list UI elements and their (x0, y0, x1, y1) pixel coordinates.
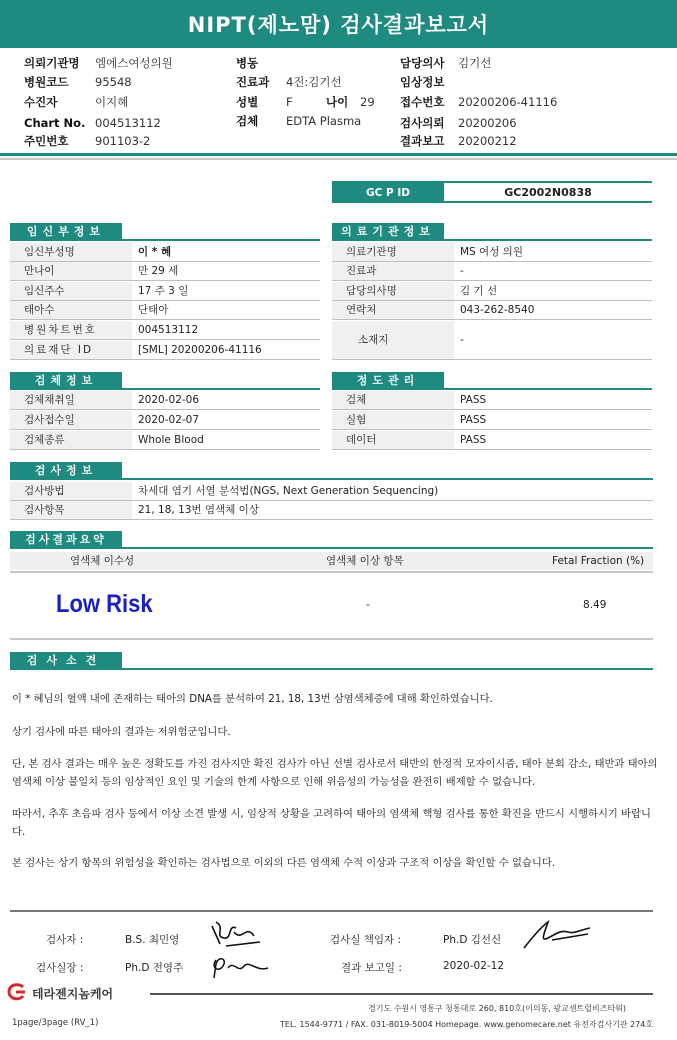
company-contact: TEL. 1544-9771 / FAX. 031-8019-5004 Homepage. www.genomecare.net 유전자검사기관 274호 (280, 1020, 654, 1029)
hospital-code-label: 병원코드 (24, 75, 69, 89)
aneuploidy-column-header: 염색체 이수성 (70, 555, 135, 567)
request-date-value: 20200206 (458, 116, 517, 130)
test-section-tag: 검사정보 (10, 462, 122, 480)
institution-row (332, 243, 652, 262)
opinion-paragraph: 상기 검사에 따른 태아의 결과는 저위험군입니다. (12, 726, 231, 738)
clinical-info-label: 임상정보 (400, 75, 445, 89)
opinion-section-line (10, 668, 653, 670)
lab-chief-name: Ph.D 전영주 (125, 962, 184, 974)
institution-row-label: 연락처 (332, 301, 454, 319)
institution-row (332, 262, 652, 281)
pregnant-row-label: 태아수 (10, 301, 132, 319)
tester-label: 검사자 : (46, 934, 84, 946)
result-risk-value: Low Risk (56, 590, 153, 618)
company-name: 테라젠지놈케어 (32, 987, 114, 1001)
pregnant-row (10, 321, 320, 340)
specimen-label: 검체 (236, 114, 259, 128)
institution-row (332, 321, 652, 360)
pregnant-row-label: 만나이 (10, 262, 132, 280)
hospital-code-value: 95548 (95, 75, 132, 89)
pregnant-row-label: 의료재단 ID (10, 341, 132, 359)
institution-row-label: 진료과 (332, 262, 454, 280)
test-row (10, 501, 653, 520)
institution-row-value: 043-262-8540 (460, 304, 535, 316)
pregnant-row (10, 243, 320, 262)
patient-value: 이지혜 (95, 95, 129, 109)
lab-lead-name: Ph.D 김선신 (443, 934, 502, 946)
fetal-fraction-column-header: Fetal Fraction (%) (552, 555, 645, 567)
gcpid-top-line (332, 181, 652, 183)
report-header (0, 54, 677, 150)
specimen-row-value: 2020-02-07 (138, 414, 200, 426)
lab-lead-label: 검사실 책임자 : (330, 934, 402, 946)
summary-section-line (10, 547, 653, 549)
summary-header-divider (10, 571, 653, 573)
chart-no-label: Chart No. (24, 116, 86, 130)
pregnant-row (10, 341, 320, 360)
specimen-row (10, 411, 320, 430)
qc-row-label: 실험 (332, 411, 454, 429)
specimen-row-label: 검사접수일 (10, 411, 132, 429)
reception-no-value: 20200206-41116 (458, 95, 558, 109)
institution-row-label: 의료기관명 (332, 243, 454, 261)
report-date-label: 결과 보고일 : (341, 962, 402, 974)
lab-lead-signature (518, 918, 594, 954)
tester-name: B.S. 최민영 (125, 934, 180, 946)
page-indicator: 1page/3page (RV_1) (12, 1018, 99, 1028)
gcpid-label: GC P ID (332, 183, 444, 203)
specimen-row-value: Whole Blood (138, 434, 204, 446)
resident-no-label: 주민번호 (24, 134, 69, 148)
opinion-section-tag: 검사소견 (10, 652, 122, 670)
header-divider-gray (0, 158, 677, 160)
institution-section-line (332, 239, 652, 241)
institution-row-value: MS 여성 의원 (460, 246, 523, 258)
lab-chief-signature (206, 950, 272, 980)
institution-row-value: - (460, 265, 464, 277)
specimen-section-line (10, 388, 320, 390)
resident-no-value: 901103-2 (95, 134, 151, 148)
abnormal-item-value: - (366, 599, 370, 611)
gcpid-value: GC2002N0838 (444, 183, 652, 203)
company-logo-icon (6, 983, 28, 1001)
pregnant-row-label: 임신부성명 (10, 243, 132, 261)
report-date-label: 결과보고 (400, 134, 445, 148)
patient-label: 수진자 (24, 95, 58, 109)
reception-no-label: 접수번호 (400, 95, 445, 109)
specimen-value: EDTA Plasma (286, 114, 362, 128)
qc-row-label: 데이터 (332, 431, 454, 449)
hospital-name-value: 엠에스여성의원 (95, 56, 173, 70)
report-title: NIPT(제노맘) 검사결과보고서 (0, 0, 677, 48)
pregnant-section-tag: 임신부정보 (10, 223, 122, 241)
summary-section-tag: 검사결과요약 (10, 531, 122, 549)
age-value: 29 (360, 95, 375, 109)
pregnant-row-value: [SML] 20200206-41116 (138, 344, 262, 356)
test-section-line (10, 478, 653, 480)
pregnant-row-value: 17 주 3 일 (138, 285, 189, 297)
footer-rule (150, 993, 653, 995)
specimen-row-value: 2020-02-06 (138, 394, 200, 406)
tester-signature (206, 918, 264, 950)
request-date-label: 검사의뢰 (400, 116, 445, 130)
pregnant-row-value: 만 29 세 (138, 265, 179, 277)
sex-value: F (286, 95, 293, 109)
opinion-paragraph: 이 * 혜님의 혈액 내에 존재하는 태아의 DNA를 분석하여 21, 18, 13번 삼염색체증에 대해 확인하였습니다. (12, 693, 493, 705)
summary-bottom-divider (10, 638, 653, 640)
institution-row-label: 담당의사명 (332, 282, 454, 300)
test-row-value: 21, 18, 13번 염색체 이상 (138, 504, 259, 516)
hospital-name-label: 의뢰기관명 (24, 56, 80, 70)
doctor-value: 김기선 (458, 56, 492, 70)
pregnant-row-value: 004513112 (138, 324, 199, 336)
institution-row-label: 소재지 (332, 321, 454, 359)
pregnant-row (10, 301, 320, 320)
department-label: 진료과 (236, 75, 270, 89)
fetal-fraction-value: 8.49 (583, 599, 607, 611)
qc-row-label: 검체 (332, 391, 454, 409)
pregnant-row-value: 이 * 혜 (138, 246, 172, 258)
report-date-value: 2020-02-12 (443, 960, 505, 972)
abnormal-item-column-header: 염색체 이상 항목 (326, 555, 404, 567)
qc-row-value: PASS (460, 414, 487, 426)
institution-row (332, 282, 652, 301)
pregnant-row-value: 단태아 (138, 304, 169, 316)
gcpid-box (332, 183, 652, 203)
qc-row (332, 411, 652, 430)
ward-label: 병동 (236, 56, 259, 70)
institution-row (332, 301, 652, 320)
header-divider (0, 153, 677, 156)
qc-row-value: PASS (460, 434, 487, 446)
institution-row-value: - (460, 334, 464, 346)
specimen-row (10, 391, 320, 410)
doctor-label: 담당의사 (400, 56, 445, 70)
chart-no-value: 004513112 (95, 116, 161, 130)
report-date-value: 20200212 (458, 134, 517, 148)
age-label: 나이 (326, 95, 349, 109)
department-value: 4진:김기선 (286, 75, 342, 89)
specimen-row-label: 검체채취일 (10, 391, 132, 409)
test-row-label: 검사항목 (10, 501, 132, 519)
lab-chief-label: 검사실장 : (36, 962, 84, 974)
specimen-section-tag: 검체정보 (10, 372, 122, 390)
pregnant-row-label: 임신주수 (10, 282, 132, 300)
institution-row-value: 김 기 선 (460, 285, 498, 297)
qc-row-value: PASS (460, 394, 487, 406)
pregnant-row-label: 병원차트번호 (10, 321, 132, 339)
specimen-row-label: 검체종류 (10, 431, 132, 449)
specimen-row (10, 431, 320, 450)
qc-row (332, 391, 652, 410)
qc-section-line (332, 388, 652, 390)
sex-label: 성별 (236, 95, 259, 109)
pregnant-row (10, 262, 320, 281)
pregnant-section-line (10, 239, 320, 241)
institution-section-tag: 의료기관정보 (332, 223, 444, 241)
opinion-paragraph: 본 검사는 상기 항목의 위험성을 확인하는 검사법으로 이외의 다른 염색체 수적 이상과 구조적 이상을 확인할 수 없습니다. (12, 857, 556, 869)
test-row-label: 검사방법 (10, 482, 132, 500)
summary-header-row (10, 552, 653, 570)
opinion-paragraph: 단, 본 검사 결과는 매우 높은 정확도를 가진 검사지만 확진 검사가 아닌 선별 검사로서 태반의 한정적 모자이시즘, 태아 분회 감소, 태반과 태아의 염색체 이상 불일치 등의 임상적인 요인 및 기술의 한계 사항으로 인해 위음성의 가능성을 완전히 배제할 수 없습니다. (12, 758, 658, 788)
qc-row (332, 431, 652, 450)
test-row (10, 482, 653, 501)
opinion-paragraph: 따라서, 추후 초음파 검사 등에서 이상 소견 발생 시, 임상적 상황을 고려하여 태아의 염색체 핵형 검사를 통한 확진을 반드시 시행하시기 바랍니다. (12, 808, 651, 838)
company-address: 경기도 수원시 영통구 청통대로 260, 810호(이의동, 광교센트럴비즈타워) (368, 1004, 627, 1013)
test-row-value: 차세대 염기 서열 분석법(NGS, Next Generation Sequencing) (138, 485, 439, 497)
signature-divider (10, 910, 653, 912)
qc-section-tag: 정도관리 (332, 372, 444, 390)
pregnant-row (10, 282, 320, 301)
